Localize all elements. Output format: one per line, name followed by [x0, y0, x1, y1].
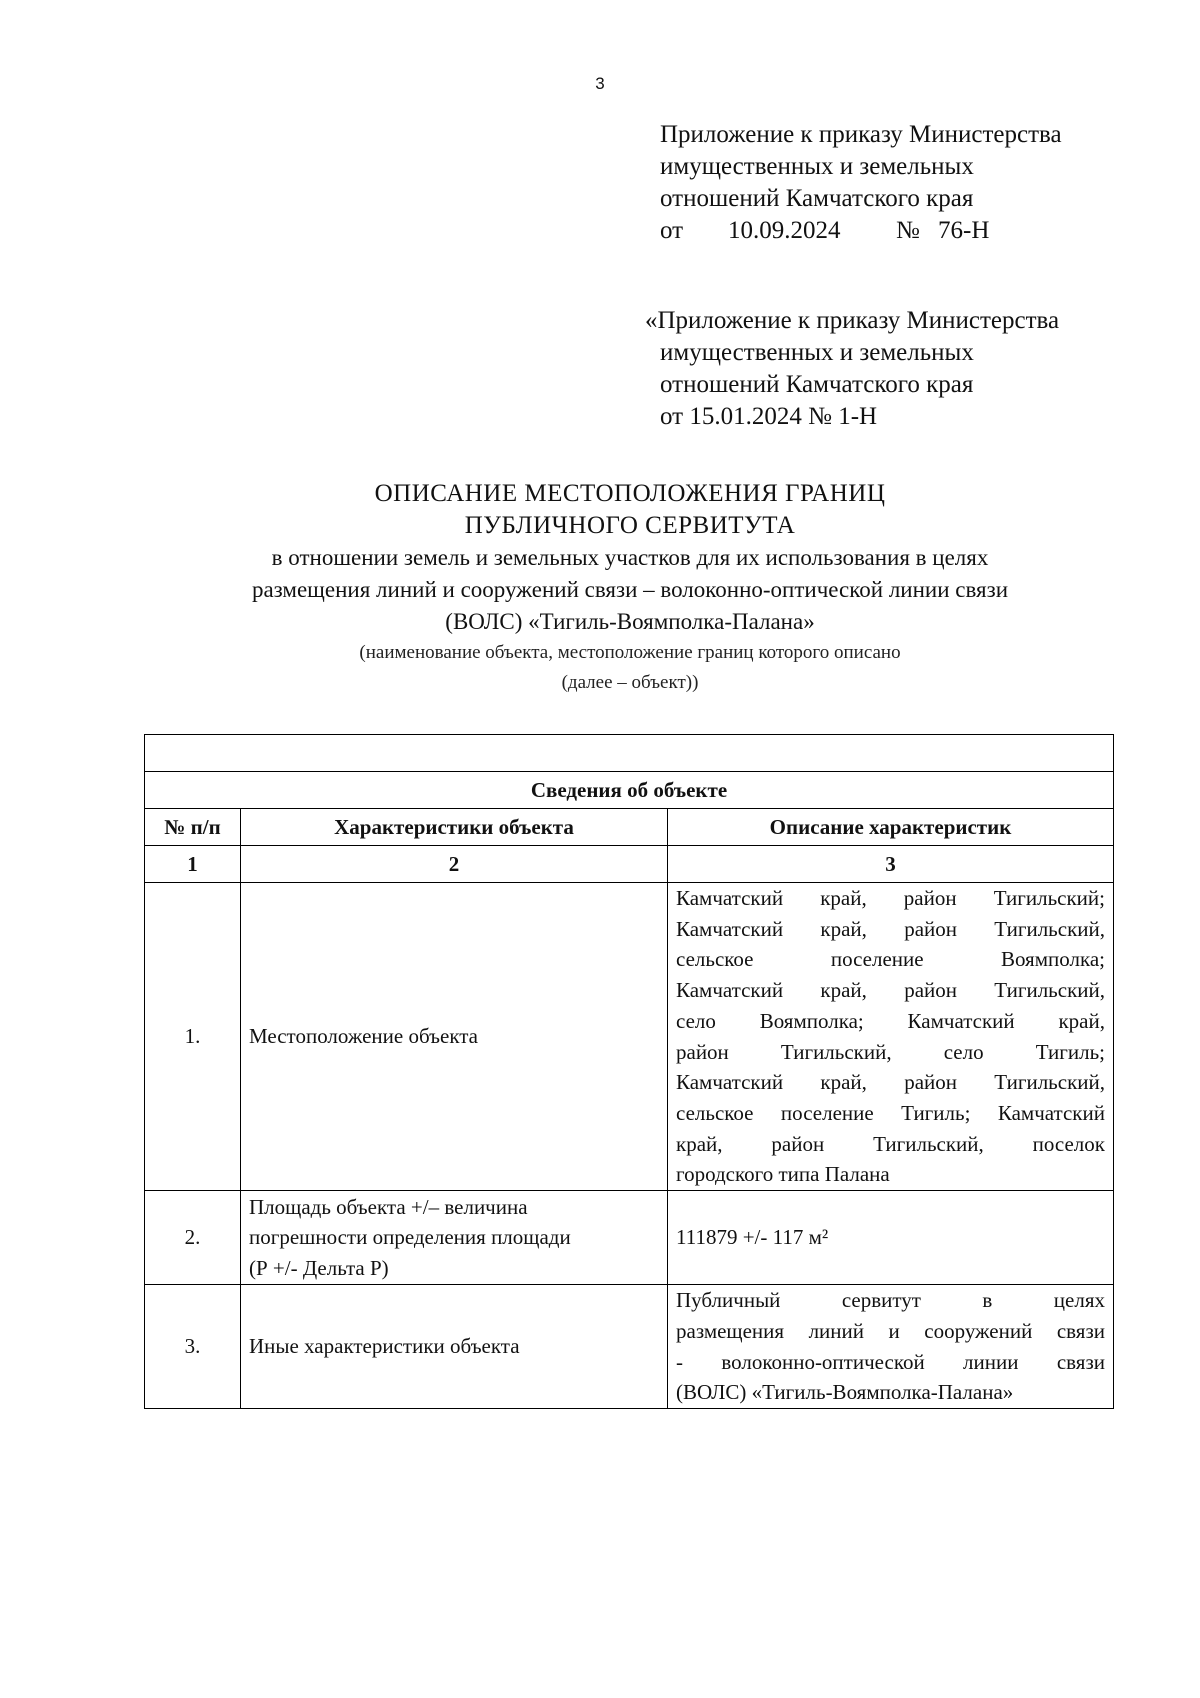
table-row — [145, 883, 1114, 1191]
description-line: Камчатский край, район Тигильский, — [676, 916, 1105, 941]
description-line: Камчатский край, район Тигильский, — [676, 978, 1105, 1003]
appendix-current-order — [660, 119, 1062, 247]
number-sign: № — [896, 217, 920, 244]
title-note: (далее – объект)) — [561, 672, 699, 693]
column-number: 1 — [145, 846, 241, 883]
characteristic-line: (Р +/- Дельта Р) — [249, 1255, 389, 1280]
description-line: (ВОЛС) «Тигиль-Воямполка-Палана» — [676, 1380, 1014, 1405]
page-number: 3 — [595, 74, 605, 93]
table-empty-row — [145, 735, 1114, 772]
table-column-number-row — [145, 846, 1114, 883]
description-line: сельское поселение Тигиль; Камчатский — [676, 1100, 1105, 1125]
appendix-line: имущественных и земельных — [660, 153, 974, 180]
column-number: 2 — [241, 846, 668, 883]
section-header: Сведения об объекте — [145, 772, 1114, 809]
subtitle-line: (ВОЛС) «Тигиль-Воямполка-Палана» — [445, 609, 815, 634]
title-note: (наименование объекта, местоположение границ которого описано — [359, 642, 901, 663]
appendix-previous-order — [645, 305, 1059, 433]
order-date-line — [660, 215, 1062, 247]
description-line: размещения линий и сооружений связи — [676, 1318, 1105, 1343]
description-line: Камчатский край, район Тигильский; — [676, 886, 1105, 910]
row-characteristic: Иные характеристики объекта — [241, 1285, 668, 1409]
empty-cell — [145, 735, 1114, 772]
description-line: село Воямполка; Камчатский край, — [676, 1008, 1105, 1033]
appendix-line: от 15.01.2024 № 1-Н — [660, 403, 878, 430]
table-section-header-row — [145, 772, 1114, 809]
title-line: ОПИСАНИЕ МЕСТОПОЛОЖЕНИЯ ГРАНИЦ — [374, 480, 886, 507]
order-number: 76-Н — [938, 217, 990, 244]
order-date: 10.09.2024 — [728, 217, 841, 244]
row-description: 111879 +/- 117 м² — [668, 1191, 1114, 1285]
title-line: ПУБЛИЧНОГО СЕРВИТУТА — [464, 512, 796, 539]
appendix-line: имущественных и земельных — [660, 339, 974, 366]
column-header-description: Описание характеристик — [668, 809, 1114, 846]
description-line: - волоконно-оптической линии связи — [676, 1349, 1105, 1374]
description-line: район Тигильский, село Тигиль; — [676, 1039, 1105, 1064]
row-description — [668, 1285, 1114, 1409]
description-line: Публичный сервитут в целях — [676, 1288, 1105, 1313]
row-number: 3. — [145, 1285, 241, 1409]
subtitle-line: в отношении земель и земельных участков для их использования в целях — [271, 545, 989, 570]
table-row — [145, 1285, 1114, 1409]
row-characteristic — [241, 1191, 668, 1285]
appendix-line: отношений Камчатского края — [660, 185, 974, 212]
subtitle-line: размещения линий и сооружений связи – волоконно-оптической линии связи — [251, 577, 1009, 602]
description-line: край, район Тигильский, поселок — [676, 1131, 1105, 1156]
column-number: 3 — [668, 846, 1114, 883]
from-label: от — [660, 217, 684, 244]
column-header-num: № п/п — [145, 809, 241, 846]
column-header-characteristic: Характеристики объекта — [241, 809, 668, 846]
description-line: Камчатский край, район Тигильский, — [676, 1070, 1105, 1095]
row-characteristic: Местоположение объекта — [241, 883, 668, 1191]
description-line: городского типа Палана — [676, 1162, 890, 1187]
table-column-header-row — [145, 809, 1114, 846]
row-description — [668, 883, 1114, 1191]
description-line: сельское поселение Воямполка; — [676, 947, 1105, 972]
table-row — [145, 1191, 1114, 1285]
document-title — [0, 478, 1200, 698]
row-number: 1. — [145, 883, 241, 1191]
appendix-line: «Приложение к приказу Министерства — [645, 307, 1060, 334]
row-number: 2. — [145, 1191, 241, 1285]
object-info-table — [144, 734, 1114, 1409]
characteristic-line: Площадь объекта +/– величина — [249, 1194, 528, 1219]
appendix-line: Приложение к приказу Министерства — [660, 121, 1062, 148]
appendix-line: отношений Камчатского края — [660, 371, 974, 398]
characteristic-line: погрешности определения площади — [249, 1225, 571, 1250]
